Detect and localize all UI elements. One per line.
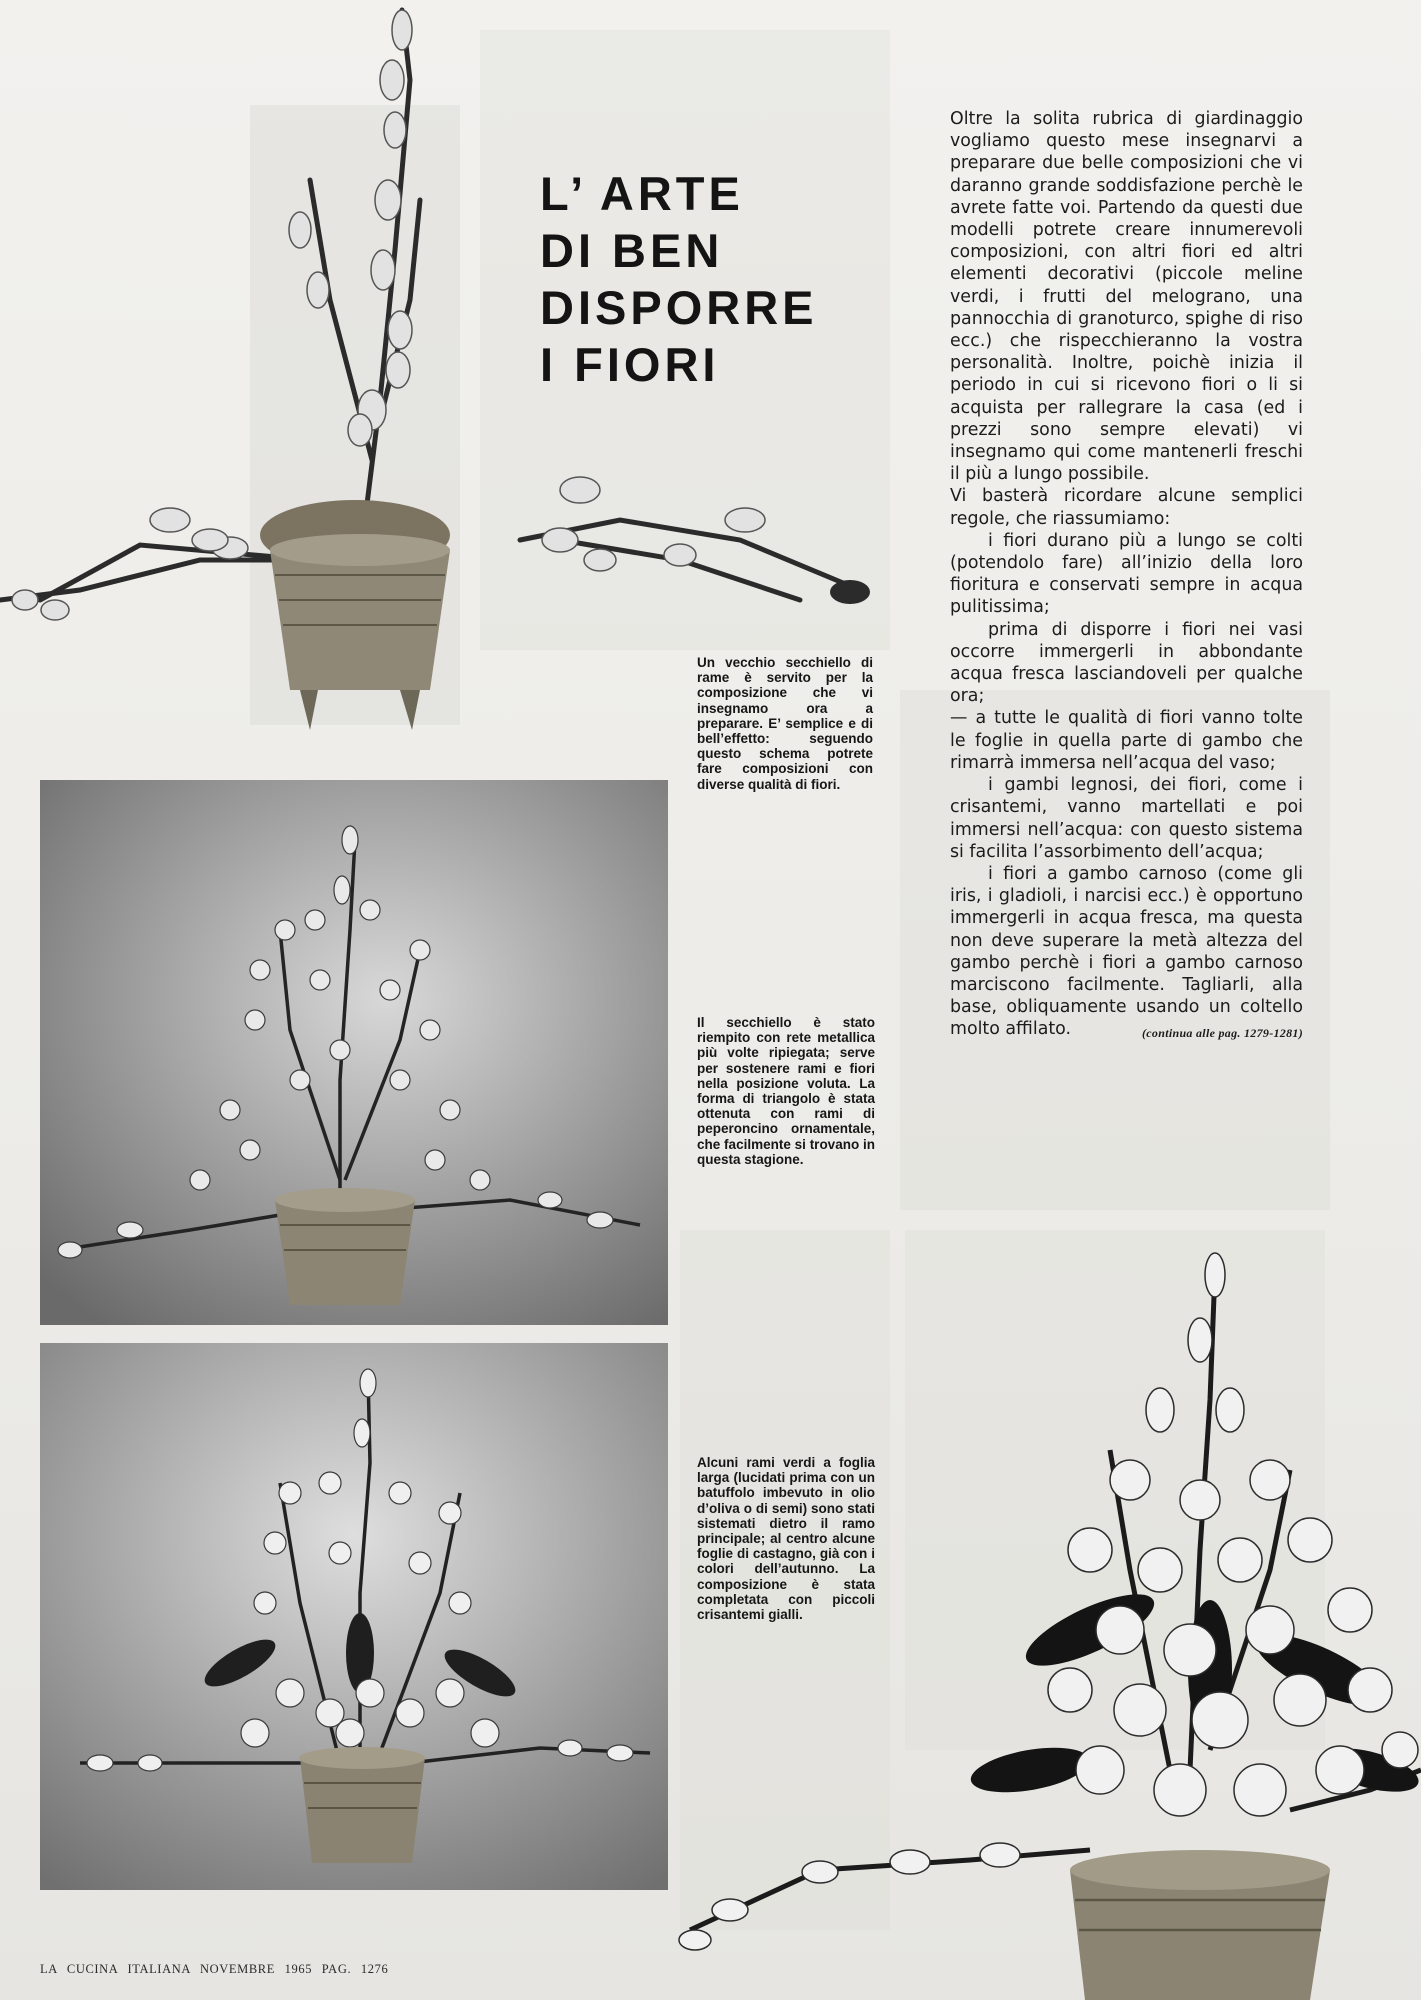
continued-note: (continua alle pag. 1279-1281) xyxy=(1142,1026,1303,1041)
caption-photo-1: Un vecchio secchiello di rame è servito per la composizione che vi insegnamo ora a preparare. E’ semplice e di bell’effetto: seguendo questo schema potrete fare composizioni con diverse qualità di fiori. xyxy=(697,655,873,792)
photo-bucket-chrysanthemums xyxy=(40,1343,668,1890)
page-footer: LA CUCINA ITALIANA NOVEMBRE 1965 PAG. 1276 xyxy=(40,1962,389,1976)
article-body xyxy=(950,108,1303,1045)
title-line: DI BEN xyxy=(540,224,724,277)
caption-photo-3: Alcuni rami verdi a foglia larga (lucidati prima con un batuffolo imbevuto in olio d’oliva o di semi) sono stati sistemati dietro il ramo principale; al centro alcune foglie di castagno, già con i colori dell’autunno. La composizione è stata completata con piccoli crisantemi gialli. xyxy=(697,1455,875,1623)
title-line: I FIORI xyxy=(540,338,720,391)
title-line: L’ ARTE xyxy=(540,167,744,220)
article-lead: Vi basterà ricordare alcune semplici regole, che riassumiamo: xyxy=(950,486,1303,529)
article-rule-text: i fiori a gambo carnoso (come gli iris, i gladioli, i narcisi ecc.) è opportuno immergerli in acqua fresca, ma questa non deve superare la metà altezza del gambo perchè i fiori a gambo carnoso marciscono facilmente. Tagliarli, alla base, obliquamente usando un coltello molto affilato. xyxy=(950,863,1303,1040)
article-rule: i fiori durano più a lungo se colti (potendolo fare) all’inizio della loro fioritura e conservati sempre in acqua pulitissima; xyxy=(950,530,1303,618)
photo-bucket-branches xyxy=(0,0,880,740)
caption-photo-2: Il secchiello è stato riempito con rete metallica più volte ripiegata; serve per sostenere rami e fiori nella posizione voluta. La forma di triangolo è stata ottenuta con rami di peperoncino ornamentale, che facilmente si trovano in questa stagione. xyxy=(697,1015,875,1167)
article-rule: prima di disporre i fiori nei vasi occorre immergerli in abbondante acqua fresca lasciandoveli per qualche ora; xyxy=(950,619,1303,707)
photo-chrysanthemum-arrangement xyxy=(670,1250,1421,2000)
article-intro: Oltre la solita rubrica di giardinaggio vogliamo questo mese insegnarvi a preparare due belle composizioni che vi daranno grande soddisfazione perchè le avrete fatte voi. Partendo da questi due modelli potrete creare innumerevoli composizioni, con altri fiori ed altri elementi decorativi (piccole meline verdi, i frutti del melograno, una pannocchia di granoturco, spighe di riso ecc.) che rispecchieranno la vostra personalità. Inoltre, poichè inizia il periodo in cui si ricevono fiori o li si acquista per rallegrare la casa (ed i prezzi sono sempre elevati) vi insegnamo qui come mantenerli freschi il più a lungo possibile. xyxy=(950,109,1303,485)
photo-bucket-peppers xyxy=(40,780,668,1325)
title-line: DISPORRE xyxy=(540,281,818,334)
article-rule: i gambi legnosi, dei fiori, come i crisantemi, vanno martellati e poi immersi nell’acqua: con questo sistema si facilita l’assorbimento dell’acqua; xyxy=(950,775,1303,862)
article-rule: — a tutte le qualità di fiori vanno tolte le foglie in quella parte di gambo che rimarrà immersa nell’acqua del vaso; xyxy=(950,708,1303,773)
article-rule xyxy=(950,863,1303,1041)
